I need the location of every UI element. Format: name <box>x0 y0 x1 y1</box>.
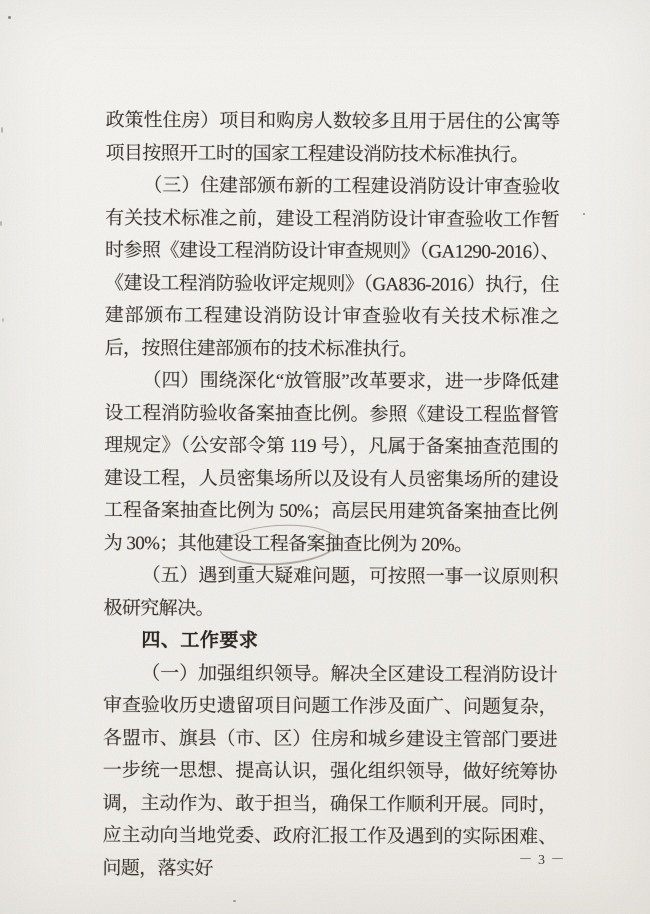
paragraph-item-1-strengthen-leadership: （一）加强组织领导。解决全区建设工程消防设计审查验收历史遗留项目问题工作涉及面广、问题复杂，各盟市、旗县（市、区）住房和城乡建设主管部门要进一步统一思想、提高认识，强化组织领导，做好统筹协调，主动作为、敢于担当，确保工作顺利开展。同时，应主动向当地党委、政府汇报工作及遇到的实际困难、问题，落实好 <box>102 662 558 879</box>
paragraph-item-4: （四）围绕深化“放管服”改革要求，进一步降低建设工程消防验收备案抽查比例。参照《建设工程监督管理规定》（公安部令第 119 号），凡属于备案抽查范围的建设工程，人员密集场所以及设有人员密集场所的建设工程备案抽查比例为 50%；高层民用建筑备案抽查比例为 30%；其他建设工程备案抽查比例为 20%。 <box>103 370 559 556</box>
paragraph-item-5: （五）遇到重大疑难问题，可按照一事一议原则积极研究解决。 <box>103 565 558 619</box>
page-number: － 3 － <box>518 853 566 868</box>
section-heading-work-requirements: 四、工作要求 <box>141 630 259 652</box>
scan-speck <box>233 900 236 902</box>
scan-speck <box>1 127 3 133</box>
scan-speck <box>8 16 11 19</box>
scan-speck <box>2 318 4 322</box>
scan-speck <box>583 213 585 215</box>
paragraph-continuation: 政策性住房）项目和购房人数较多且用于居住的公寓等项目按照开工时的国家工程建设消防技术标准执行。 <box>105 110 560 166</box>
paragraph-item-3: （三）住建部颁布新的工程建设消防设计审查验收有关技术标准之前，建设工程消防设计审查验收工作暂时参照《建设工程消防设计审查规则》（GA1290-2016）、《建设工程消防验收评定规则》（GA836-2016）执行，住建部颁布工程建设消防设计审查验收有关技术标准之后，按照住建部颁布的技术标准执行。 <box>104 175 560 360</box>
document-body <box>102 105 559 887</box>
scan-speck <box>0 221 2 226</box>
